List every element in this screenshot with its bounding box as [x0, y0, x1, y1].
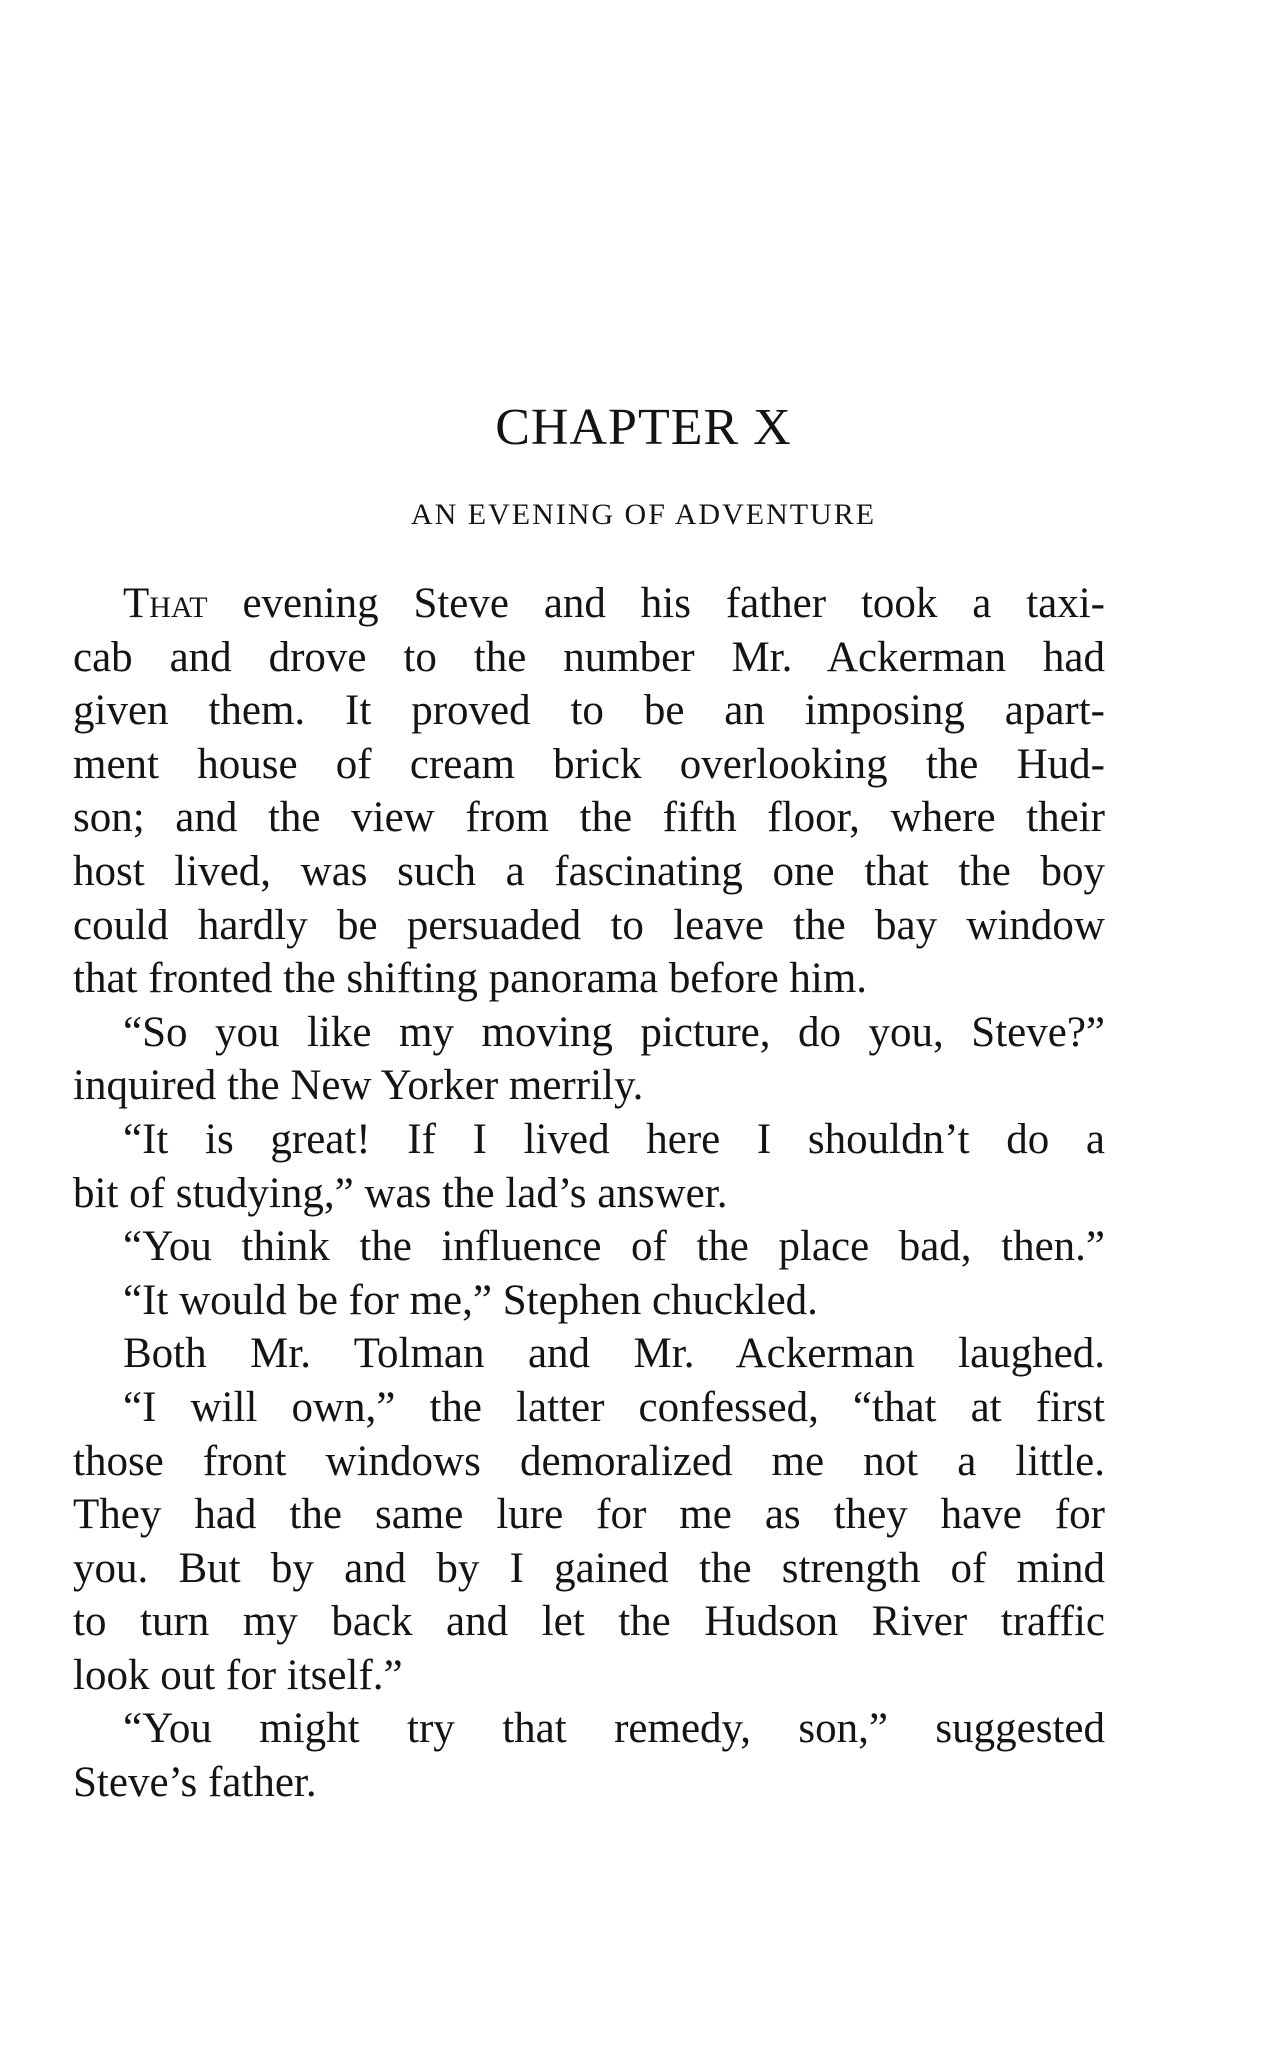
line-text: bit of studying,” was the lad’s answer. — [73, 1169, 728, 1217]
line-text: evening Steve and his father took a taxi- — [207, 580, 1105, 627]
chapter-heading: CHAPTER X — [495, 399, 792, 456]
line-text: “It would be for me,” Stephen chuckled. — [123, 1276, 818, 1324]
line-text: those front windows demoralized me not a little. — [73, 1437, 1105, 1485]
text-line — [73, 1702, 1105, 1756]
text-line — [73, 738, 1105, 792]
drop-word: That — [123, 580, 208, 627]
text-line — [73, 1542, 1105, 1596]
line-text: you. But by and by I gained the strength of mind — [73, 1544, 1105, 1592]
text-line — [73, 1649, 1105, 1703]
text-line — [73, 1113, 1105, 1167]
text-line — [73, 1167, 1105, 1221]
text-line — [73, 1595, 1105, 1649]
line-text: cab and drove to the number Mr. Ackerman had — [73, 633, 1105, 681]
line-text: son; and the view from the fifth floor, where their — [73, 794, 1105, 842]
body-text — [73, 577, 1105, 1810]
line-text: “You think the influence of the place bad, then.” — [123, 1223, 1105, 1271]
chapter-title: AN EVENING OF ADVENTURE — [410, 498, 877, 531]
text-line — [73, 1274, 1105, 1328]
text-line — [73, 684, 1105, 738]
text-line — [73, 1327, 1105, 1381]
line-text: look out for itself.” — [73, 1651, 403, 1699]
line-text: inquired the New Yorker merrily. — [73, 1062, 644, 1110]
text-line — [73, 1220, 1105, 1274]
line-text: to turn my back and let the Hudson River traffic — [73, 1598, 1105, 1646]
text-line — [73, 577, 1105, 631]
text-line — [73, 1488, 1105, 1542]
line-text: “I will own,” the latter confessed, “that at first — [123, 1383, 1105, 1431]
line-text: given them. It proved to be an imposing apart- — [73, 687, 1105, 735]
line-text: Steve’s father. — [73, 1759, 317, 1807]
line-text: ment house of cream brick overlooking the Hud- — [73, 740, 1105, 788]
text-line — [73, 845, 1105, 899]
line-text: host lived, was such a fascinating one that the boy — [73, 847, 1105, 895]
line-text: “It is great! If I lived here I shouldn’t do a — [123, 1115, 1105, 1163]
text-line — [73, 1381, 1105, 1435]
line-text: “So you like my moving picture, do you, Steve?” — [123, 1008, 1105, 1056]
text-line — [73, 1435, 1105, 1489]
line-text: Both Mr. Tolman and Mr. Ackerman laughed. — [123, 1330, 1105, 1378]
text-line — [73, 952, 1105, 1006]
line-text: that fronted the shifting panorama before him. — [73, 955, 868, 1003]
text-line — [73, 1059, 1105, 1113]
text-line — [73, 1006, 1105, 1060]
line-text: could hardly be persuaded to leave the bay window — [73, 901, 1105, 949]
text-line — [73, 1756, 1105, 1810]
text-line — [73, 791, 1105, 845]
text-line — [73, 899, 1105, 953]
line-text: They had the same lure for me as they have for — [73, 1491, 1105, 1539]
text-line — [73, 631, 1105, 685]
line-text: “You might try that remedy, son,” suggested — [123, 1705, 1105, 1753]
